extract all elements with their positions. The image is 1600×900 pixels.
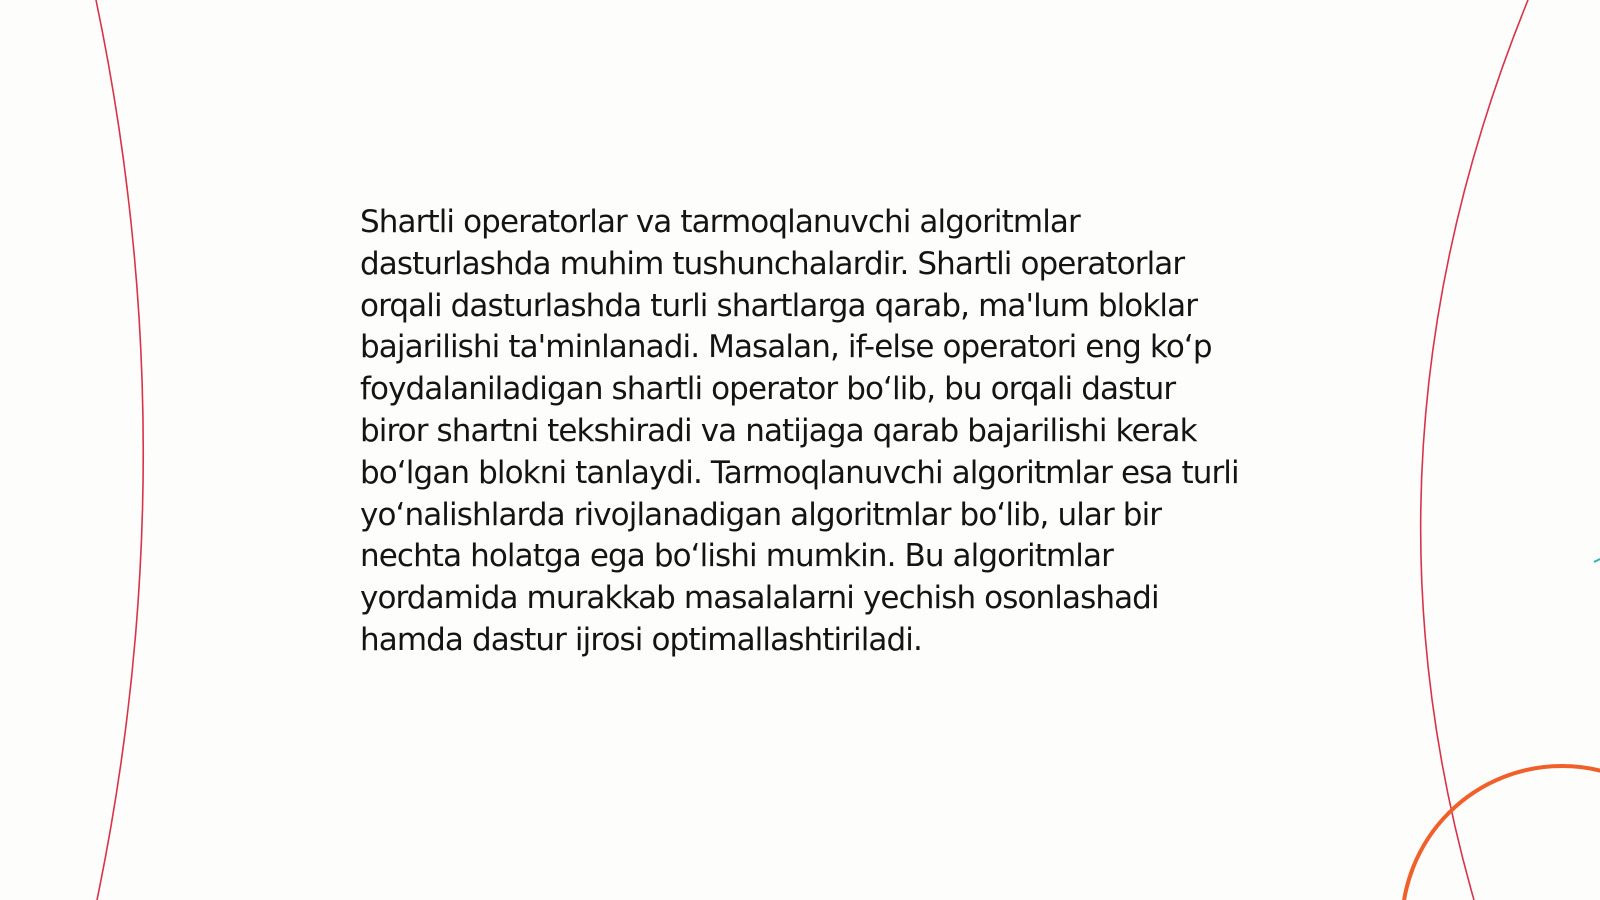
accent-circle	[1402, 766, 1600, 900]
left-arc-line	[96, 0, 143, 900]
body-paragraph: Shartli operatorlar va tarmoqlanuvchi algoritmlar dasturlashda muhim tushunchalardir. Shartli operatorlar orqali dasturlashda turli shartlarga qarab, ma'lum bloklar bajarilishi ta'minlanadi. Masalan, if-else operatori eng ko‘p foydalaniladigan shartli operator bo‘lib, bu orqali dastur biror shartni tekshiradi va natijaga qarab bajarilishi kerak bo‘lgan blokni tanlaydi. Tarmoqlanuvchi algoritmlar esa turli yo‘nalishlarda rivojlanadigan algoritmlar bo‘lib, ular bir nechta holatga ega bo‘lishi mumkin. Bu algoritmlar yordamida murakkab masalalarni yechish osonlashadi hamda dastur ijrosi optimallashtiriladi.	[360, 204, 1239, 658]
right-arc-line	[1421, 0, 1528, 900]
accent-teal-mark	[1594, 559, 1600, 562]
